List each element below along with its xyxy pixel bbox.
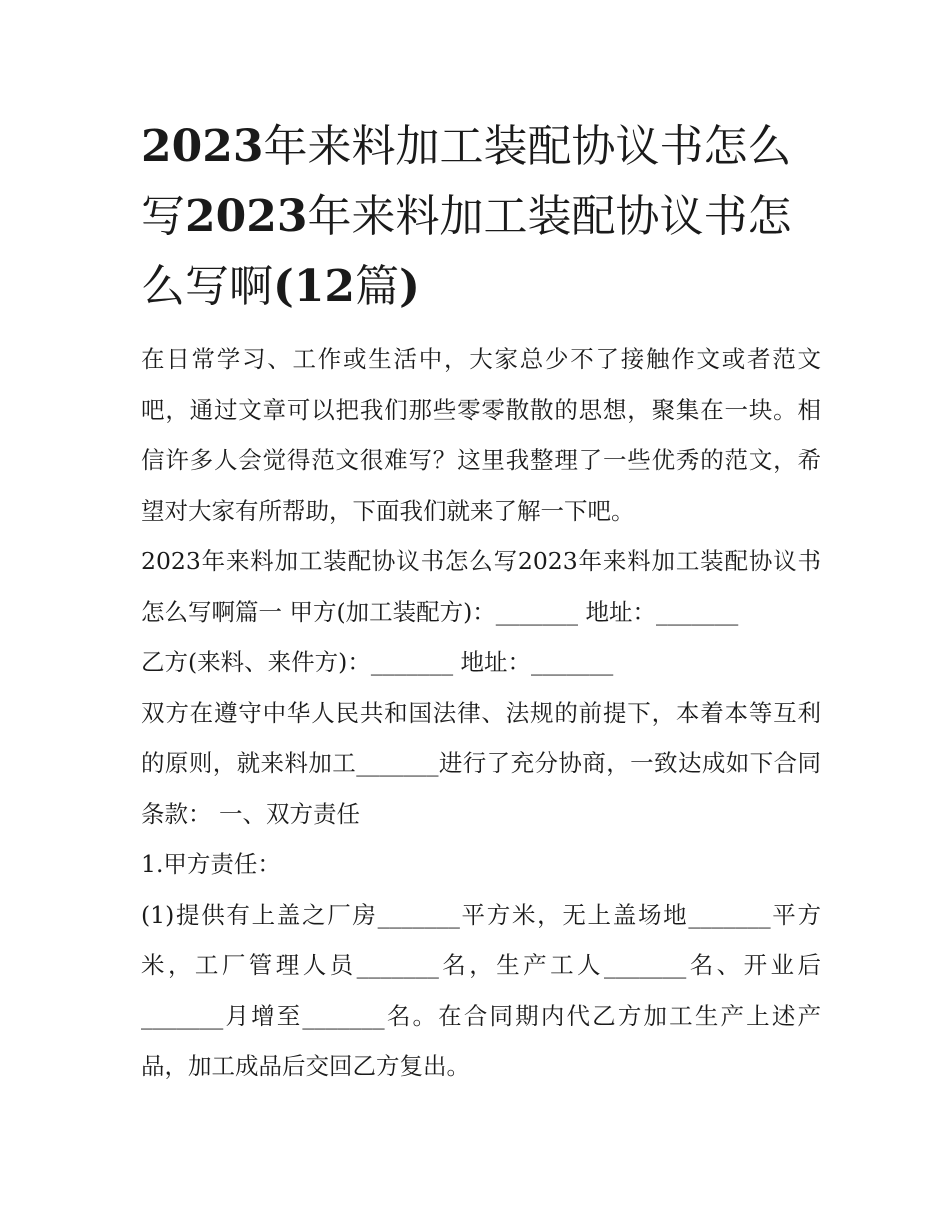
agreement-paragraph: 双方在遵守中华人民共和国法律、法规的前提下，本着本等互利的原则，就来料加工_______进行了充分协商，一致达成如下合同条款： 一、双方责任 (141, 698, 821, 828)
party-b-paragraph: 乙方(来料、来件方)：_______ 地址：_______ (141, 648, 614, 676)
section-heading-party-a-duties: 1.甲方责任： (141, 850, 281, 878)
document-page (141, 112, 821, 1092)
clause-paragraph: (1)提供有上盖之厂房_______平方米，无上盖场地_______平方米，工厂管理人员_______名，生产工人_______名、开业后_______月增至_______名。在合同期内代乙方加工生产上述产品，加工成品后交回乙方复出。 (141, 900, 821, 1080)
intro-paragraph: 在日常学习、工作或生活中，大家总少不了接触作文或者范文吧，通过文章可以把我们那些零零散散的思想，聚集在一块。相信许多人会觉得范文很难写？这里我整理了一些优秀的范文，希望对大家有所帮助，下面我们就来了解一下吧。 (141, 345, 821, 525)
document-title: 2023年来料加工装配协议书怎么写2023年来料加工装配协议书怎么写啊(12篇) (141, 121, 792, 312)
party-a-paragraph: 2023年来料加工装配协议书怎么写2023年来料加工装配协议书怎么写啊篇一 甲方(加工装配方)：_______ 地址：_______ (141, 547, 821, 626)
